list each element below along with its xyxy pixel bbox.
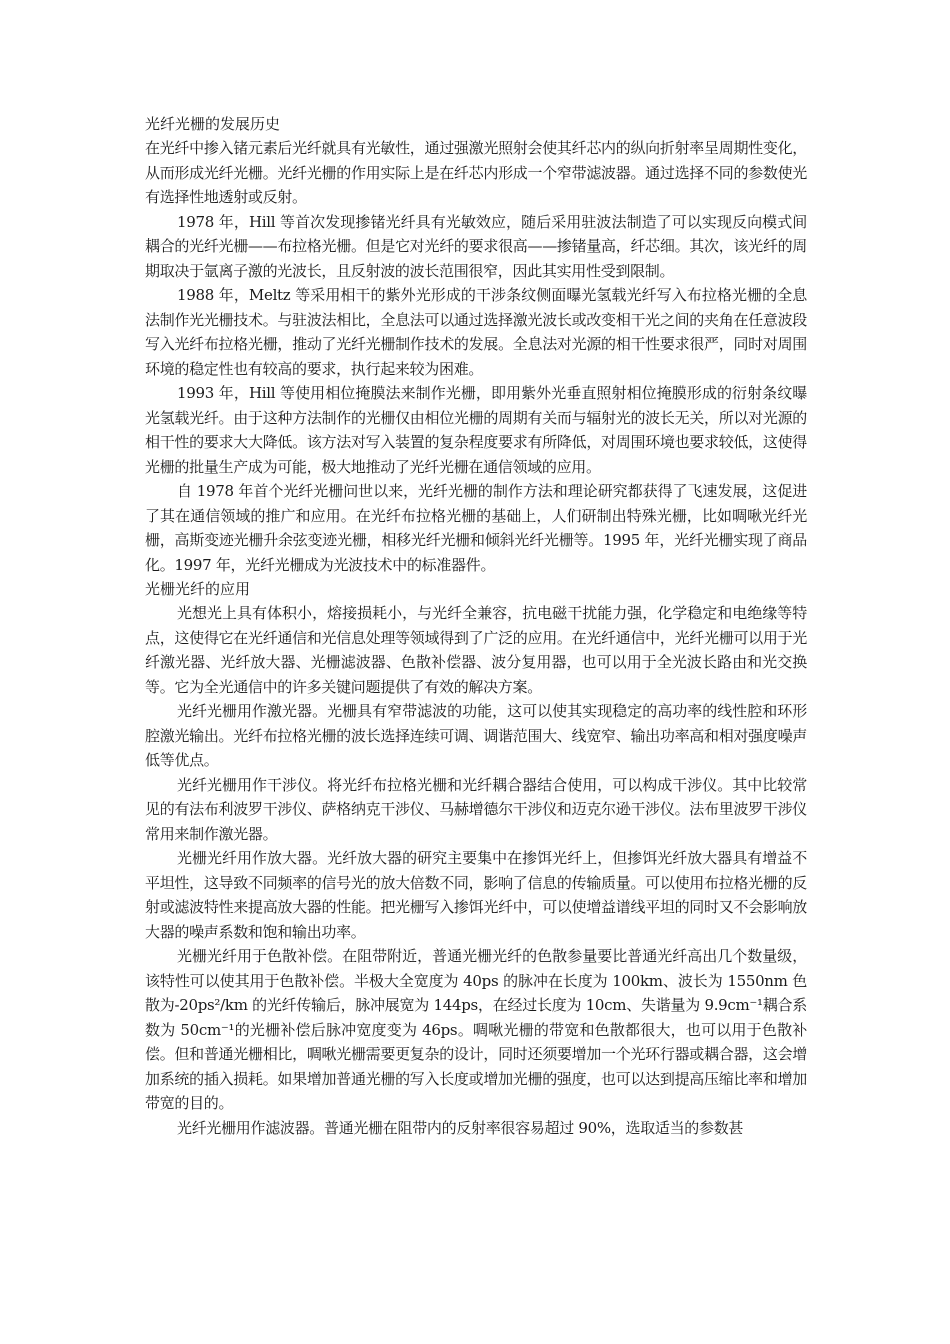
applications-paragraph-interferometer: 光纤光栅用作干涉仪。将光纤布拉格光栅和光纤耦合器结合使用，可以构成干涉仪。其中比较常见的有法布利波罗干涉仪、萨格纳克干涉仪、马赫增德尔干涉仪和迈克尔逊干涉仪。法布里波罗干涉仪常用来制作激光器。 [145,775,807,843]
applications-paragraph-filter: 光纤光栅用作滤波器。普通光栅在阻带内的反射率很容易超过 90%，选取适当的参数甚 [177,1118,744,1137]
section-title-applications: 光栅光纤的应用 [145,580,251,598]
history-paragraph-1993: 1993 年，Hill 等使用相位掩膜法来制作光栅，即用紫外光垂直照射相位掩膜形成的衍射条纹曝光氢载光纤。由于这种方法制作的光栅仅由相位光栅的周期有关而与辐射光的波长无关，所以对光源的相干性的要求大大降低。该方法对写入装置的复杂程度要求有所降低，对周围环境也要求较低，这使得光栅的批量生产成为可能，极大地推动了光纤光栅在通信领域的应用。 [145,384,807,476]
applications-paragraph-dispersion: 光栅光纤用于色散补偿。在阻带附近，普通光栅光纤的色散参量要比普通光纤高出几个数量级，该特性可以使其用于色散补偿。半极大全宽度为 40ps 的脉冲在长度为 100km、波长为 1550nm 色散为-20ps²/km 的光纤传输后，脉冲展宽为 144ps，在经过长度为 10cm、失谐量为 9.9cm⁻¹耦合系数为 50cm⁻¹的光栅补偿后脉冲宽度变为 46ps。啁啾光栅的带宽和色散都很大，也可以用于色散补偿。但和普通光栅相比，啁啾光栅需要更复杂的设计，同时还须要增加一个光环行器或耦合器，这会增加系统的插入损耗。如果增加普通光栅的写入长度或增加光栅的强度，也可以达到提高压缩比率和增加带宽的目的。 [145,947,807,1112]
history-paragraph-1978: 1978 年，Hill 等首次发现掺锗光纤具有光敏效应，随后采用驻波法制造了可以实现反向模式间耦合的光纤光栅——布拉格光栅。但是它对光纤的要求很高——掺锗量高，纤芯细。其次，该光纤的周期取决于氩离子激的光波长，且反射波的波长范围很窄，因此其实用性受到限制。 [145,212,807,280]
history-paragraph-intro: 在光纤中掺入锗元素后光纤就具有光敏性，通过强激光照射会使其纤芯内的纵向折射率呈周期性变化，从而形成光纤光栅。光纤光栅的作用实际上是在纤芯内形成一个窄带滤波器。通过选择不同的参数使光有选择性地透射或反射。 [145,139,807,206]
history-paragraph-1988: 1988 年，Meltz 等采用相干的紫外光形成的干涉条纹侧面曝光氢载光纤写入布拉格光栅的全息法制作光光栅技术。与驻波法相比，全息法可以通过选择激光波长或改变相干光之间的夹角在任意波段写入光纤布拉格光栅，推动了光纤光栅制作技术的发展。全息法对光源的相干性要求很严，同时对周围环境的稳定性也有较高的要求，执行起来较为困难。 [145,286,807,378]
applications-paragraph-amplifier: 光栅光纤用作放大器。光纤放大器的研究主要集中在掺饵光纤上，但掺饵光纤放大器具有增益不平坦性，这导致不同频率的信号光的放大倍数不同，影响了信息的传输质量。可以使用布拉格光栅的反射或滤波特性来提高放大器的性能。把光栅写入掺饵光纤中，可以使增益谱线平坦的同时又不会影响放大器的噪声系数和饱和输出功率。 [145,849,807,941]
applications-paragraph-laser: 光纤光栅用作激光器。光栅具有窄带滤波的功能，这可以使其实现稳定的高功率的线性腔和环形腔激光输出。光纤布拉格光栅的波长选择连续可调、调谐范围大、线宽窄、输出功率高和相对强度噪声低等优点。 [145,702,807,769]
applications-paragraph-intro: 光想光上具有体积小，熔接损耗小，与光纤全兼容，抗电磁干扰能力强，化学稳定和电绝缘等特点，这使得它在光纤通信和光信息处理等领域得到了广泛的应用。在光纤通信中，光纤光栅可以用于光纤激光器、光纤放大器、光栅滤波器、色散补偿器、波分复用器，也可以用于全光波长路由和光交换等。它为全光通信中的许多关键问题提供了有效的解决方案。 [145,604,807,696]
history-paragraph-summary: 自 1978 年首个光纤光栅问世以来，光纤光栅的制作方法和理论研究都获得了飞速发展，这促进了其在通信领域的推广和应用。在光纤布拉格光栅的基础上，人们研制出特殊光栅，比如啁啾光纤光栅，高斯变迹光栅升余弦变迹光栅，相移光纤光栅和倾斜光纤光栅等。1995 年，光纤光栅实现了商品化。1997 年，光纤光栅成为光波技术中的标准器件。 [145,482,807,574]
section-title-history: 光纤光栅的发展历史 [145,115,281,133]
document-body [145,112,807,1140]
